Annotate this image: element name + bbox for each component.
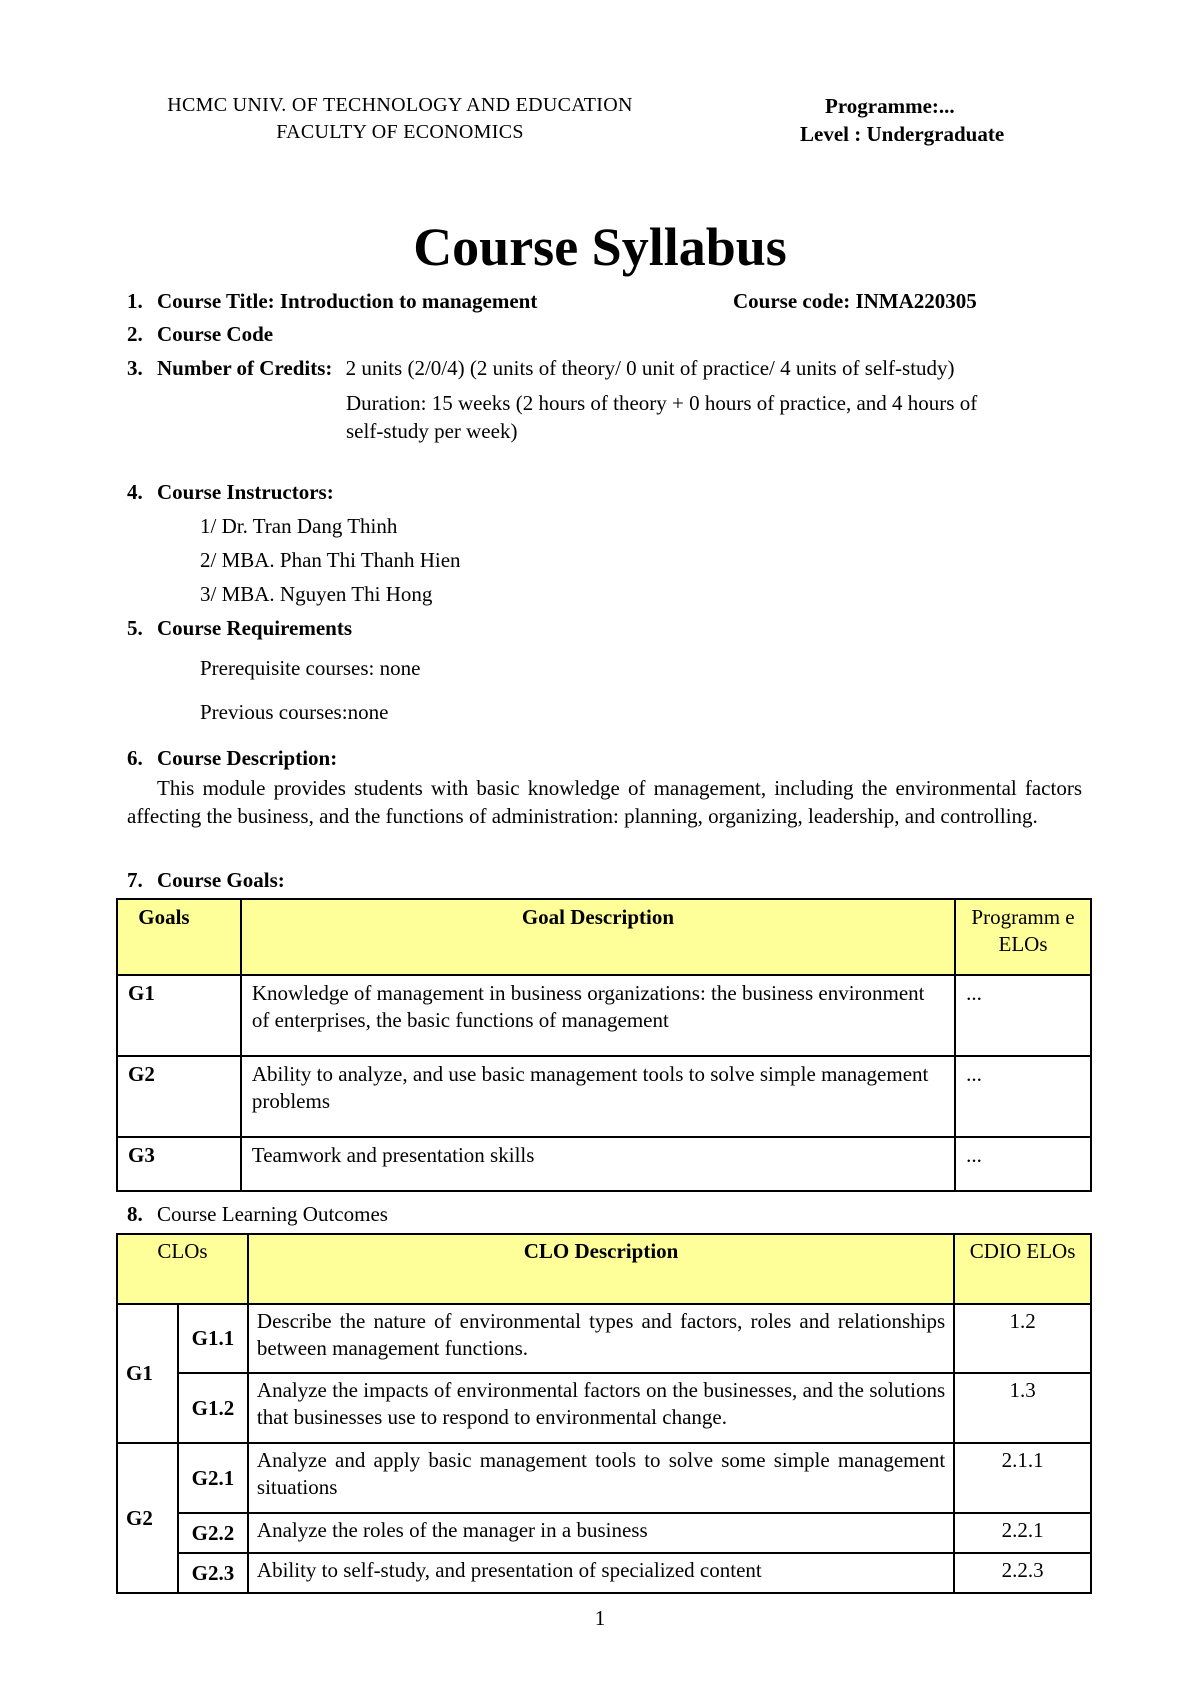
section-number: 2. xyxy=(127,322,143,346)
clo-description: Analyze the roles of the manager in a business xyxy=(248,1513,954,1553)
table-row xyxy=(117,1056,1091,1137)
goal-group: G2 xyxy=(117,1443,178,1593)
goal-description: Ability to analyze, and use basic management tools to solve simple management problems xyxy=(241,1056,955,1137)
table-row xyxy=(117,1513,1091,1553)
clo-id: G1.1 xyxy=(178,1304,248,1373)
faculty-name: FACULTY OF ECONOMICS xyxy=(276,121,524,143)
section-number: 4. xyxy=(127,480,143,504)
university-name: HCMC UNIV. OF TECHNOLOGY AND EDUCATION xyxy=(167,94,633,116)
duration-line-2: self-study per week) xyxy=(346,419,518,443)
goal-elo: ... xyxy=(955,1137,1091,1191)
section-label: Course Learning Outcomes xyxy=(157,1202,388,1226)
table-row xyxy=(117,1553,1091,1593)
duration-line-1: Duration: 15 weeks (2 hours of theory + 0 hours of practice, and 4 hours of xyxy=(346,391,978,415)
section-requirements xyxy=(127,614,352,642)
section-number: 8. xyxy=(127,1202,143,1226)
table-row xyxy=(117,1137,1091,1191)
table-row xyxy=(117,1373,1091,1443)
header-programme-elos: Programm e ELOs xyxy=(955,899,1091,975)
goal-id: G3 xyxy=(117,1137,241,1191)
section-label: Course Description: xyxy=(157,746,338,770)
goal-group: G1 xyxy=(117,1304,178,1443)
course-title: Course Title: Introduction to management xyxy=(157,289,538,313)
table-row xyxy=(117,975,1091,1056)
section-credits xyxy=(127,354,955,382)
clo-elo: 2.1.1 xyxy=(954,1443,1091,1513)
clo-table xyxy=(116,1233,1092,1594)
section-description xyxy=(127,744,337,772)
instructor-item: 3/ MBA. Nguyen Thi Hong xyxy=(200,582,433,606)
table-row xyxy=(117,1304,1091,1373)
section-label: Course Requirements xyxy=(157,616,353,640)
goal-description: Teamwork and presentation skills xyxy=(241,1137,955,1191)
goal-id: G2 xyxy=(117,1056,241,1137)
header-cdio-elos: CDIO ELOs xyxy=(954,1234,1091,1304)
goals-table xyxy=(116,898,1092,1192)
section-goals xyxy=(127,866,285,894)
section-label: Course Goals: xyxy=(157,868,285,892)
section-learning-outcomes xyxy=(127,1200,388,1228)
course-code-value: Course code: INMA220305 xyxy=(733,289,977,313)
clo-description: Ability to self-study, and presentation of specialized content xyxy=(248,1553,954,1593)
goal-elo: ... xyxy=(955,975,1091,1056)
clo-id: G2.3 xyxy=(178,1553,248,1593)
section-number: 7. xyxy=(127,868,143,892)
header-clo-description: CLO Description xyxy=(248,1234,954,1304)
header-goals: Goals xyxy=(117,899,241,975)
section-number: 1. xyxy=(127,289,143,313)
clo-description: Describe the nature of environmental types and factors, roles and relationships between management functions. xyxy=(248,1304,954,1373)
clo-id: G2.2 xyxy=(178,1513,248,1553)
table-row xyxy=(117,1443,1091,1513)
header-goal-description: Goal Description xyxy=(241,899,955,975)
course-description-text: This module provides students with basic knowledge of management, including the environmental factors affecting the business, and the functions of administration: planning, organizing, leadership, and controlling. xyxy=(127,776,1082,828)
institution-header xyxy=(120,92,680,146)
programme-label: Programme:... xyxy=(825,94,955,118)
section-number: 5. xyxy=(127,616,143,640)
programme-header xyxy=(800,92,1004,148)
section-course-title xyxy=(127,287,537,315)
previous-courses: Previous courses:none xyxy=(200,700,389,724)
credits-value: 2 units (2/0/4) (2 units of theory/ 0 unit of practice/ 4 units of self-study) xyxy=(345,356,955,380)
section-number: 3. xyxy=(127,356,143,380)
instructor-item: 1/ Dr. Tran Dang Thinh xyxy=(200,514,398,538)
header-clos: CLOs xyxy=(117,1234,248,1304)
clo-description: Analyze and apply basic management tools to solve some simple management situations xyxy=(248,1443,954,1513)
clo-id: G1.2 xyxy=(178,1373,248,1443)
goal-id: G1 xyxy=(117,975,241,1056)
page-title: Course Syllabus xyxy=(413,217,787,277)
section-course-code xyxy=(127,320,273,348)
section-number: 6. xyxy=(127,746,143,770)
clo-description: Analyze the impacts of environmental factors on the businesses, and the solutions that businesses use to respond to environmental change. xyxy=(248,1373,954,1443)
clo-elo: 2.2.3 xyxy=(954,1553,1091,1593)
prerequisite-courses: Prerequisite courses: none xyxy=(200,656,421,680)
goal-elo: ... xyxy=(955,1056,1091,1137)
clo-id: G2.1 xyxy=(178,1443,248,1513)
clo-elo: 2.2.1 xyxy=(954,1513,1091,1553)
section-label: Number of Credits: xyxy=(157,356,333,380)
section-instructors xyxy=(127,478,334,506)
clo-elo: 1.3 xyxy=(954,1373,1091,1443)
level-label: Level : Undergraduate xyxy=(800,122,1005,146)
table-header-row xyxy=(117,1234,1091,1304)
section-label: Course Code xyxy=(157,322,274,346)
table-header-row xyxy=(117,899,1091,975)
clo-elo: 1.2 xyxy=(954,1304,1091,1373)
section-label: Course Instructors: xyxy=(157,480,334,504)
goal-description: Knowledge of management in business organizations: the business environment of enterprises, the basic functions of management xyxy=(241,975,955,1056)
instructor-item: 2/ MBA. Phan Thi Thanh Hien xyxy=(200,548,461,572)
page-number: 1 xyxy=(594,1606,606,1630)
